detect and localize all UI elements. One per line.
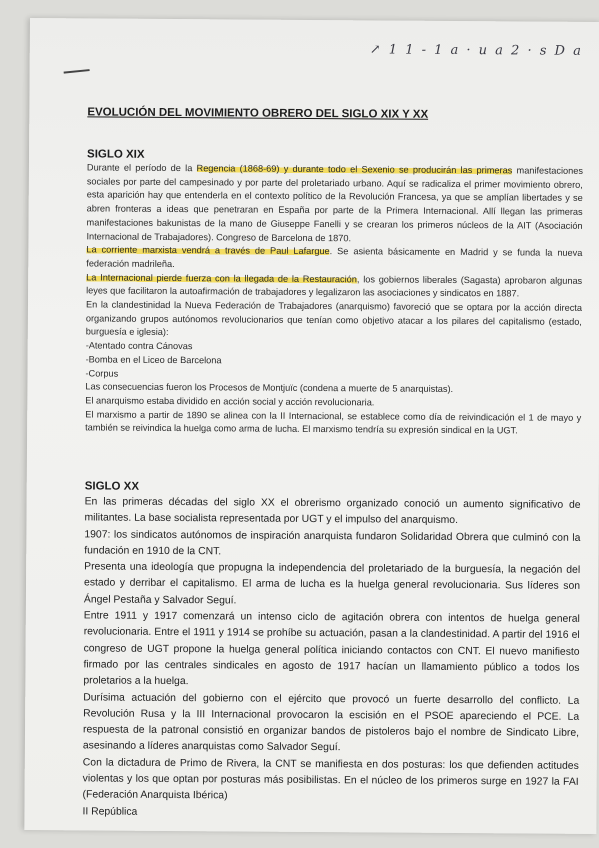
list-item: -Bomba en el Liceo de Barcelona bbox=[85, 354, 222, 366]
pen-mark bbox=[64, 69, 90, 74]
paragraph: 1907: los sindicatos autónomos de inspiración anarquista fundaron Solidaridad Obrera que culminó con la fundación en 1910 de la CNT. bbox=[84, 528, 581, 558]
text: , los gobiernos liberales (Sagasta) aprobaron algunas leyes que facilitaron la autoafirmación de trabajadores y legalizaron las asociaciones y sindicatos en 1887. bbox=[86, 273, 583, 299]
list-item: -Atentado contra Cánovas bbox=[85, 340, 193, 352]
highlighted-text: Regencia (1868-69) y durante todo el Sexenio se producirán las primeras bbox=[196, 163, 513, 176]
handwritten-note: ↗ 1 1 - 1 a · u a 2 · s D a bbox=[369, 42, 583, 59]
paragraph: Las consecuencias fueron los Procesos de Montjuïc (condena a muerte de 5 anarquistas). bbox=[85, 381, 454, 395]
section-heading-xx: SIGLO XX bbox=[84, 480, 140, 493]
paragraph: Con la dictadura de Primo de Rivera, la CNT se manifiesta en dos posturas: los que defienden actitudes violentas y los que optan por posturas más posibilistas. En el núcleo de los primeros surge en 1927 la FAI (Federación Anarquista Ibérica) bbox=[82, 757, 579, 802]
highlighted-text: La corriente marxista vendrá a través de Paul Lafargue bbox=[86, 244, 330, 257]
text: manifestaciones sociales por parte del campesinado y por parte del proletariado urbano. Aquí se radicaliza el primer movimiento obrero, esta aparición hay que entenderla en el contexto político de la Revolución Francesa, ya que se amplían libertades y se abren fronteras a ideas que penetraran en España por parte de la Primera Internacional. Allí llegan las primeras manifestaciones bakunistas de la mano de Giuseppe Fanelli y se crearan los primeros núcleos de la AIT (Asociación Internacional de Trabajadores). Congreso de Barcelona de 1870. bbox=[86, 165, 583, 243]
text: . Se asienta básicamente en Madrid y se funda la nueva federación madrileña. bbox=[86, 246, 583, 269]
document-title: EVOLUCIÓN DEL MOVIMIENTO OBRERO DEL SIGLO XIX Y XX bbox=[87, 106, 429, 121]
paragraph bbox=[86, 271, 582, 302]
paragraph: Presenta una ideología que propugna la independencia del proletariado de la burguesía, la negación del estado y derribar el capitalismo. El arma de lucha es la huelga general revolucionaria. Sus líderes son Ángel Pestaña y Salvador Seguí. bbox=[83, 561, 581, 607]
paragraph: En las primeras décadas del siglo XX el obrerismo organizado conoció un aumento significativo de militantes. La base socialista representada por UGT y el impulso del anarquismo. bbox=[84, 496, 581, 527]
section-body-xx bbox=[82, 494, 580, 823]
paragraph: El anarquismo estaba dividido en acción social y acción revolucionaria. bbox=[85, 395, 375, 408]
paragraph: II República bbox=[82, 806, 138, 818]
text: Durante el período de la bbox=[86, 162, 197, 174]
paragraph: El marxismo a partir de 1890 se alinea con la II Internacional, se establece como día de reivindicación el 1 de mayo y también se reivindica la huelga como arma de lucha. El marxismo tendría su expresión sindical en la UGT. bbox=[85, 409, 582, 436]
paragraph: Entre 1911 y 1917 comenzará un intenso ciclo de agitación obrera con intentos de huelga general revolucionaria. Entre el 1911 y 1914 se prohíbe su actuación, pasan a la clandestinidad. A partir del 1916 el congreso de UGT propone la huelga general política iniciando contactos con CNT. El nuevo manifiesto firmado por las centrales sindicales en agosto de 1917 hacían un llamamiento público a todos los proletarios a la huelga. bbox=[83, 610, 580, 688]
paragraph bbox=[86, 244, 582, 275]
paragraph: En la clandestinidad la Nueva Federación de Trabajadores (anarquismo) favoreció que se optara por la acción directa organizando grupos autónomos revolucionarios que tenían como objetivo atacar a los pilares del capitalismo (estado, burguesía e iglesia): bbox=[85, 299, 583, 338]
section-body-xix bbox=[85, 161, 583, 439]
section-heading-xix: SIGLO XIX bbox=[87, 148, 145, 161]
list-item: -Corpus bbox=[85, 367, 119, 379]
highlighted-text: La Internacional pierde fuerza con la llegada de la Restauración bbox=[86, 272, 357, 284]
paragraph: Durísima actuación del gobierno con el ejército que provocó un fuerte desarrollo del conflicto. La Revolución Rusa y la III Internacional provocaron la escisión en el PSOE apareciendo el PCE. La respuesta de la patronal consistió en organizar bandos de pistoleros bajo el nombre de Sindicato Libre, asesinando a líderes anarquistas como Salvador Seguí. bbox=[82, 691, 580, 754]
paragraph bbox=[86, 161, 583, 247]
document-page bbox=[24, 18, 599, 834]
